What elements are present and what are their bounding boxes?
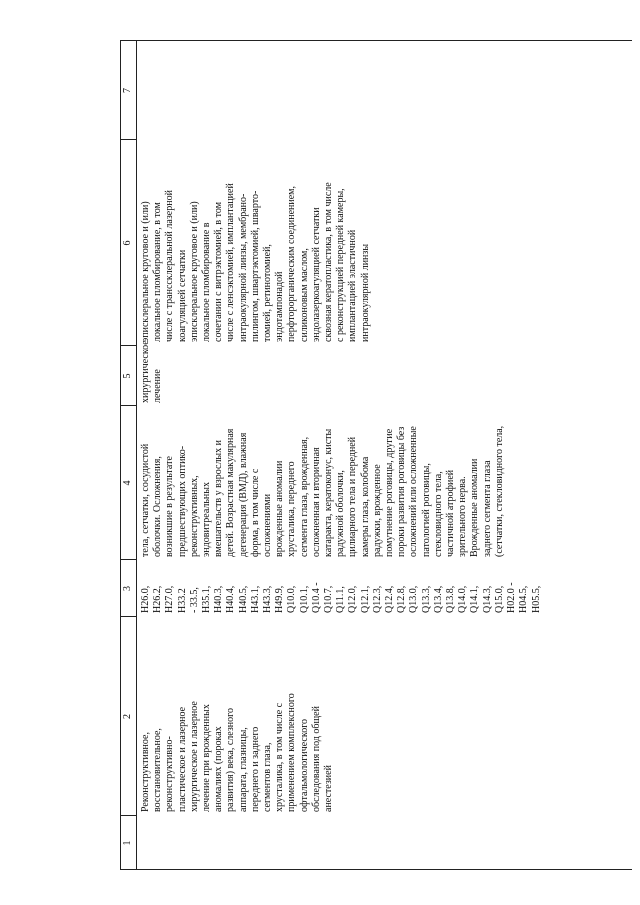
cell-line: осложненная и вторичная [310, 447, 322, 557]
cell-line: силиконовым маслом, [298, 248, 310, 342]
column-header-3: 3 [122, 586, 133, 591]
cell-line: анестезией [323, 765, 335, 812]
cell-line: с реконструкцией передней камеры, [335, 188, 347, 342]
cell-line: - 33.5, [188, 587, 200, 613]
cell-line: Q10.1, [298, 585, 310, 613]
column-header-1: 1 [122, 840, 133, 846]
cell-line: Q14.0, [457, 585, 469, 613]
cell-line: хирургическое и лазерное [188, 701, 200, 812]
cell-line: Реконструктивное, [140, 732, 151, 812]
cell-line: локальное пломбирование, в том [152, 202, 164, 342]
cell-line: детей. Возрастная макулярная [225, 428, 237, 557]
column-header-2: 2 [122, 714, 133, 719]
cell-line: числе с ленсэктомией, имплантацией [225, 183, 237, 342]
cell-line: дегенерация (ВМД), влажная [237, 432, 249, 557]
cell-line: врожденные аномалии [274, 460, 286, 557]
cell-line: Q14.3, [481, 585, 493, 613]
cell-line: H26.0, [140, 585, 151, 613]
cell-line: радужной оболочки, [335, 470, 347, 557]
cell-line: заднего сегмента глаза [481, 460, 493, 557]
cell-line: предшествующих оптико- [176, 445, 188, 557]
cell-line: пилингом, швартэктомией, шварто- [249, 190, 261, 342]
cell-line: цилиарного тела и передней [347, 436, 359, 557]
cell-line: H49.9, [274, 585, 286, 613]
cell-line: Q12.4, [384, 585, 396, 613]
cell-line: Q10.0, [286, 585, 298, 613]
cell-line: Q12.1, [359, 585, 371, 613]
cell-line: Врожденные аномалии [469, 458, 481, 557]
cell-line: H40.5, [237, 585, 249, 613]
cell-line: развития) века, слезного [225, 707, 237, 812]
cell-line: сочетании с витрэктомией, в том [213, 201, 225, 342]
cell-diagnosis-codes [140, 563, 543, 613]
cell-line: применением комплексного [286, 693, 298, 812]
cell-line: переднего и заднего [249, 726, 261, 812]
cell-line: сквозная кератопластика, в том числе [323, 182, 335, 342]
cell-line: частичной атрофией [445, 469, 457, 557]
cell-line: H35.1, [201, 585, 213, 613]
cell-line: Q14.1, [469, 585, 481, 613]
cell-line: Q12.3, [371, 585, 383, 613]
cell-line: томией, ретинотомией, [262, 244, 274, 342]
cell-line: имплантацией эластичной [347, 229, 359, 342]
column-rule-right [120, 40, 632, 41]
cell-line: Q12.8, [396, 585, 408, 613]
cell-line: H04.5, [518, 585, 530, 613]
cell-line: лечение [152, 369, 164, 403]
header-bottom-rule [136, 40, 137, 870]
cell-line: реконструктивных, [188, 475, 200, 557]
cell-line: Q12.0, [347, 585, 359, 613]
cell-line: (сетчатки, стекловидного тела, [493, 425, 505, 557]
cell-line: локальное пломбирование в [201, 222, 213, 342]
cell-line: пороки развития роговицы без [396, 426, 408, 557]
cell-line: H43.3, [262, 585, 274, 613]
cell-line: осложнениями [262, 493, 274, 557]
cell-treatment-type [140, 625, 335, 812]
cell-line: аппарата, глазницы, [237, 727, 249, 812]
rotated-table [120, 40, 632, 870]
cell-line: коагуляцией сетчатки [176, 249, 188, 342]
cell-line: Q10.7, [323, 585, 335, 613]
cell-line: пластическое и лазерное [176, 706, 188, 812]
cell-line: Q10.4 - [310, 582, 322, 613]
cell-line: H40.3, [213, 585, 225, 613]
column-rule-left [120, 869, 632, 870]
cell-line: хирургическое [140, 340, 151, 403]
cell-line: H02.0 - [506, 582, 518, 613]
cell-line: Q15.0, [493, 585, 505, 613]
cell-treatment-kind [140, 340, 164, 403]
page-number [601, 0, 616, 18]
column-header-6: 6 [122, 240, 133, 246]
cell-line: H27.0, [164, 585, 176, 613]
cell-line: интраокулярной линзы [359, 243, 371, 342]
cell-line: хрусталика, в том числе с [274, 702, 286, 812]
cell-line: H05.5, [530, 585, 542, 613]
column-header-7: 7 [122, 88, 133, 93]
cell-line: эндолазеркоагуляцией сетчатки [310, 207, 322, 342]
cell-line: катаракта, кератоконус, кисты [323, 428, 335, 557]
cell-line: зрительного нерва. [457, 476, 469, 557]
cell-disease-model [140, 409, 506, 557]
cell-line: Q13.8, [445, 585, 457, 613]
cell-line: H26.2, [152, 585, 164, 613]
cell-line: офтальмологического [298, 718, 310, 812]
cell-line: числе с транссклеральной лазерной [164, 190, 176, 342]
cell-line: хрусталика, переднего [286, 461, 298, 557]
cell-line: перфторорганическим соединением, [286, 185, 298, 342]
cell-line: вмешательств у взрослых и [213, 439, 225, 557]
cell-line: стекловидного тела, [432, 471, 444, 557]
cell-treatment-method [140, 143, 372, 342]
cell-line: H33.2 [176, 588, 188, 613]
cell-line: аномалиях (пороках [213, 726, 225, 812]
cell-line: камеры глаза, колобома [359, 456, 371, 557]
cell-line: патологией роговицы, [420, 463, 432, 557]
cell-line: Q13.3, [420, 585, 432, 613]
cell-line: оболочки. Осложнения, [152, 456, 164, 557]
cell-line: H40.4, [225, 585, 237, 613]
cell-line: эписклеральное круговое и (или) [140, 201, 151, 342]
cell-line: сегмента глаза, врожденная, [298, 436, 310, 557]
cell-line: эндотампонадой [274, 271, 286, 342]
column-header-5: 5 [122, 373, 133, 379]
cell-line: восстановительное, [152, 728, 164, 812]
cell-line: реконструктивно- [164, 736, 176, 812]
cell-line: форма, в том числе с [249, 468, 261, 557]
cell-line: помутнение роговицы, другие [384, 428, 396, 557]
cell-line: сегментов глаза, [262, 742, 274, 812]
column-header-4: 4 [122, 480, 133, 486]
cell-line: лечение при врожденных [201, 704, 213, 812]
cell-line: радужки, врожденное [371, 464, 383, 557]
cell-line: обследования под общей [310, 706, 322, 812]
cell-line: эписклеральное круговое и (или) [188, 201, 200, 342]
cell-line: Q13.4, [432, 585, 444, 613]
cell-line: тела, сетчатки, сосудистой [140, 443, 151, 557]
cell-line: эндовитреальных [201, 481, 213, 557]
cell-line: осложнений или осложненные [408, 426, 420, 557]
cell-line: H43.1, [249, 585, 261, 613]
table-top-rule [120, 40, 121, 870]
cell-line: интраокулярной линзы, мембрано- [237, 193, 249, 342]
cell-line: Q13.0, [408, 585, 420, 613]
cell-line: Q11.1, [335, 586, 347, 613]
cell-line: возникшие в результате [164, 456, 176, 557]
